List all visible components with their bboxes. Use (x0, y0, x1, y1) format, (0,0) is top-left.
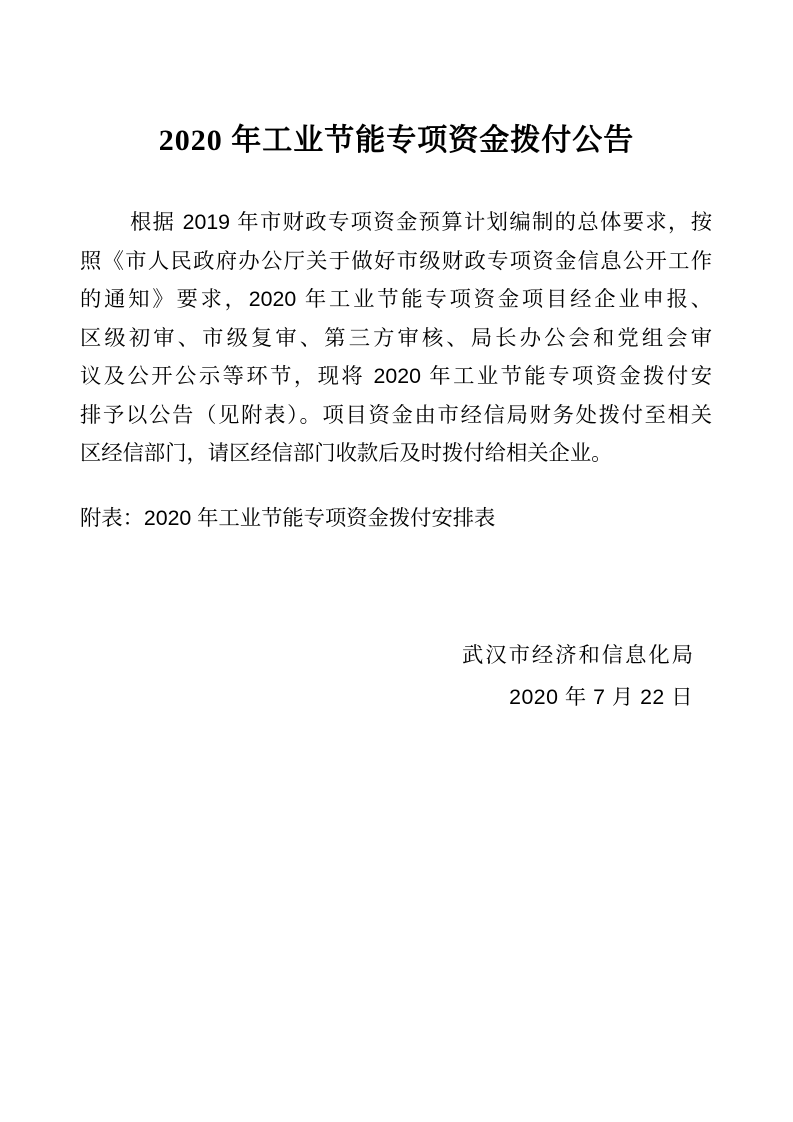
issue-date: 2020 年 7 月 22 日 (509, 685, 693, 709)
body-line: 议及公开公示等环节，现将 2020 年工业节能专项资金拨付安 (80, 364, 712, 388)
body-line: 照《市人民政府办公厅关于做好市级财政专项资金信息公开工作 (80, 248, 712, 273)
body-line: 的通知》要求，2020 年工业节能专项资金项目经企业申报、 (80, 287, 712, 311)
body-line: 区级初审、市级复审、第三方审核、局长办公会和党组会审 (80, 325, 712, 350)
announcement-body (80, 203, 712, 473)
body-line: 排予以公告（见附表）。项目资金由市经信局财务处拨付至相关 (80, 402, 712, 427)
page-title: 2020 年工业节能专项资金拨付公告 (158, 124, 635, 158)
issuing-organization: 武汉市经济和信息化局 (462, 643, 695, 667)
body-line: 根据 2019 年市财政专项资金预算计划编制的总体要求，按 (130, 210, 712, 234)
signature-block (462, 634, 693, 718)
attachment-reference: 附表：2020 年工业节能专项资金拨付安排表 (80, 506, 496, 530)
body-line: 区经信部门，请区经信部门收款后及时拨付给相关企业。 (80, 441, 613, 465)
